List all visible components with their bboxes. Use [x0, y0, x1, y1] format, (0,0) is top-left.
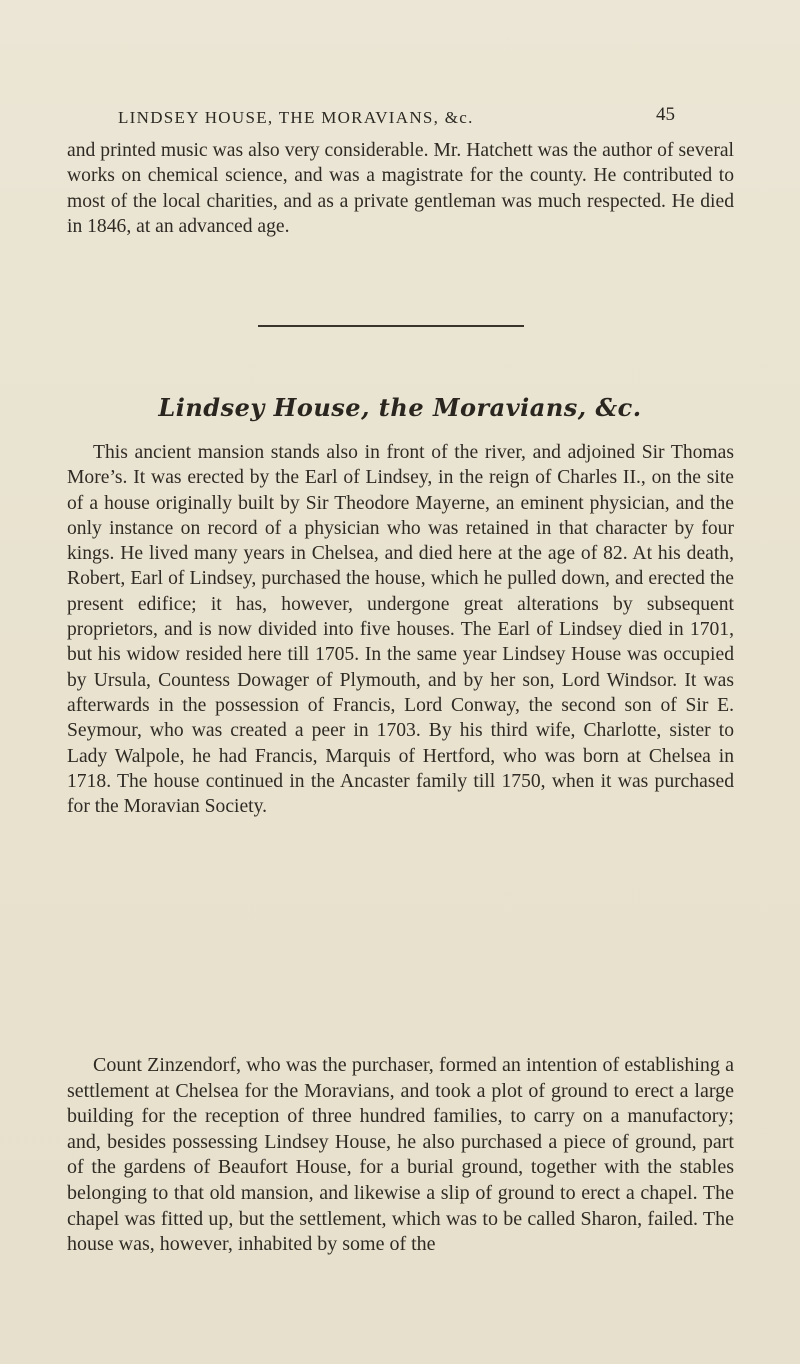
paragraph-continued: and printed music was also very considerable. Mr. Hatchett was the author of several works on chemical science, and was a magistrate for the county. He contributed to most of the local charities, and as a private gentleman was much respected. He died in 1846, at an advanced age. [67, 140, 734, 237]
section-divider [258, 325, 524, 327]
section-title: Lindsey House, the Moravians, &c. [158, 393, 642, 422]
paragraph-zinzendorf: Count Zinzendorf, who was the purchaser, formed an intention of establishing a settlement at Chelsea for the Moravians, and took a plot of ground to erect a large building for the reception of three hundred families, to carry on a manufactory; and, besides possessing Lindsey House, he also purchased a piece of ground, part of the gardens of Beaufort House, for a burial ground, together with the stables belonging to that old mansion, and likewise a slip of ground to erect a chapel. The chapel was fitted up, but the settlement, which was to be called Sharon, failed. The house was, however, inhabited by some of the [67, 1054, 734, 1256]
page-number: 45 [656, 104, 675, 125]
running-head: LINDSEY HOUSE, THE MORAVIANS, &c. [118, 108, 474, 127]
paragraph-lindsey-house: This ancient mansion stands also in front of the river, and adjoined Sir Thomas More’s. It was erected by the Earl of Lindsey, in the reign of Charles II., on the site of a house originally built by Sir Theodore Mayerne, an eminent physician, and the only instance on record of a physician who was retained in that character by four kings. He lived many years in Chelsea, and died here at the age of 82. At his death, Robert, Earl of Lindsey, purchased the house, which he pulled down, and erected the present edifice; it has, however, undergone great alterations by subsequent proprietors, and is now divided into five houses. The Earl of Lindsey died in 1701, but his widow resided here till 1705. In the same year Lindsey House was occupied by Ursula, Countess Dowager of Plymouth, and by her son, Lord Windsor. It was afterwards in the possession of Francis, Lord Conway, the second son of Sir E. Seymour, who was created a peer in 1703. By his third wife, Charlotte, sister to Lady Walpole, he had Francis, Marquis of Hertford, who was born at Chelsea in 1718. The house continued in the Ancaster family till 1750, when it was purchased for the Moravian Society. [67, 442, 734, 818]
